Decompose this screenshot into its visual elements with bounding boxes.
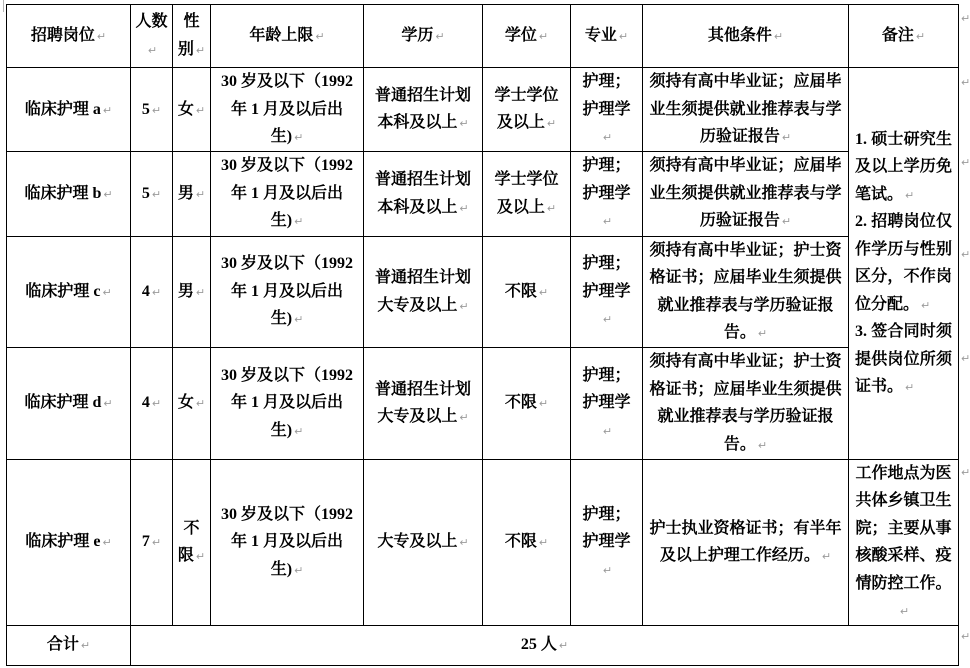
cell-position: 临床护理 c ↵: [7, 236, 131, 347]
paragraph-mark: ↵: [96, 30, 107, 44]
paragraph-mark: ↵: [435, 30, 445, 44]
col-header-other-conditions: 其他条件 ↵: [643, 5, 849, 68]
cell-degree: 学士学位及以上 ↵: [483, 151, 571, 236]
cell-position: 临床护理 e ↵: [7, 459, 131, 625]
paragraph-mark: ↵: [151, 187, 162, 201]
cell-position: 临床护理 b ↵: [7, 151, 131, 236]
cell-count: 4 ↵: [131, 236, 173, 347]
cell-count: 7 ↵: [131, 459, 173, 625]
row-end-mark: ↵: [961, 248, 970, 261]
paragraph-mark: ↵: [102, 285, 112, 299]
cell-major: 护理；护理学↵: [571, 236, 643, 347]
paragraph-mark: ↵: [459, 201, 469, 215]
cell-education: 普通招生计划本科及以上 ↵: [364, 68, 483, 152]
cell-footer-label: 合计 ↵: [7, 625, 131, 665]
paragraph-mark: ↵: [821, 550, 832, 564]
paragraph-mark: ↵: [602, 563, 613, 577]
paragraph-mark: ↵: [147, 44, 158, 57]
paragraph-mark: ↵: [151, 103, 162, 117]
cell-education: 普通招生计划大专及以上 ↵: [364, 236, 483, 347]
col-header-education: 学历 ↵: [364, 5, 483, 68]
paragraph-mark: ↵: [538, 397, 549, 411]
paragraph-mark: ↵: [546, 201, 557, 215]
cell-degree: 不限 ↵: [483, 347, 571, 459]
cell-count: 5 ↵: [131, 68, 173, 152]
cell-age-limit: 30 岁及以下（1992年 1 月及以后出生) ↵: [211, 459, 364, 625]
col-header-age-limit: 年龄上限 ↵: [211, 5, 364, 68]
paragraph-mark: ↵: [103, 187, 113, 201]
row-end-mark: ↵: [961, 156, 970, 169]
col-header-major: 专业 ↵: [571, 5, 643, 68]
table-row: [7, 459, 959, 625]
paragraph-mark: ↵: [294, 313, 304, 327]
paragraph-mark: ↵: [602, 313, 613, 327]
col-header-degree: 学位 ↵: [483, 5, 571, 68]
paragraph-mark: ↵: [151, 397, 162, 411]
paragraph-mark: ↵: [195, 44, 206, 57]
cell-degree: 不限 ↵: [483, 459, 571, 625]
paragraph-mark: ↵: [294, 424, 304, 438]
paragraph-mark: ↵: [102, 536, 112, 550]
row-end-mark: ↵: [961, 630, 970, 643]
cell-gender: 女 ↵: [173, 68, 211, 152]
cell-education: 大专及以上 ↵: [364, 459, 483, 625]
paragraph-mark: ↵: [102, 103, 113, 117]
cell-degree: 学士学位及以上 ↵: [483, 68, 571, 152]
cell-age-limit: 30 岁及以下（1992年 1 月及以后出生) ↵: [211, 347, 364, 459]
cell-age-limit: 30 岁及以下（1992年 1 月及以后出生) ↵: [211, 68, 364, 152]
paragraph-mark: ↵: [921, 298, 931, 312]
cell-education: 普通招生计划本科及以上 ↵: [364, 151, 483, 236]
cell-other-conditions: 须持有高中毕业证；护士资格证书；应届毕业生须提供就业推荐表与学历验证报告。 ↵: [643, 347, 849, 459]
paragraph-mark: ↵: [538, 30, 549, 44]
cell-gender: 男 ↵: [173, 151, 211, 236]
cell-position: 临床护理 d ↵: [7, 347, 131, 459]
paragraph-mark: ↵: [294, 215, 304, 229]
paragraph-mark: ↵: [195, 285, 206, 299]
cell-footer-total: 25 人 ↵: [131, 625, 959, 665]
cell-major: 护理；护理学↵: [571, 151, 643, 236]
table-row: [7, 151, 959, 236]
cell-degree: 不限 ↵: [483, 236, 571, 347]
col-header-gender: 性别 ↵: [173, 5, 211, 68]
row-end-mark: ↵: [961, 76, 970, 89]
col-header-remarks: 备注 ↵: [849, 5, 959, 68]
cell-gender: 女 ↵: [173, 347, 211, 459]
paragraph-mark: ↵: [538, 285, 549, 299]
paragraph-mark: ↵: [899, 605, 910, 619]
paragraph-mark: ↵: [459, 536, 469, 550]
paragraph-mark: ↵: [294, 563, 304, 577]
cell-remarks: 工作地点为医共体乡镇卫生院；主要从事核酸采样、疫情防控工作。↵: [849, 459, 959, 625]
paragraph-mark: ↵: [459, 299, 469, 313]
paragraph-mark: ↵: [538, 536, 549, 550]
paragraph-mark: ↵: [546, 117, 557, 131]
recruitment-table: [6, 4, 959, 666]
row-end-mark: ↵: [961, 12, 970, 25]
remark-item: 2. 招聘岗位仅作学历与性别区分，不作岗位分配。 ↵: [855, 213, 952, 313]
paragraph-mark: ↵: [602, 424, 613, 438]
paragraph-mark: ↵: [773, 30, 784, 44]
paragraph-mark: ↵: [602, 131, 613, 145]
cell-remarks-merged: [849, 68, 959, 460]
footer-row: [7, 625, 959, 665]
paragraph-mark: ↵: [781, 215, 792, 229]
table-row: [7, 347, 959, 459]
paragraph-mark: ↵: [195, 397, 206, 411]
paragraph-mark: ↵: [151, 285, 162, 299]
paragraph-mark: ↵: [80, 639, 91, 653]
col-header-count: 人数↵: [131, 5, 173, 68]
paragraph-mark: ↵: [459, 117, 469, 131]
paragraph-mark: ↵: [781, 131, 792, 145]
paragraph-mark: ↵: [905, 188, 915, 202]
paragraph-mark: ↵: [558, 639, 569, 653]
paragraph-mark: ↵: [294, 131, 304, 145]
cell-other-conditions: 须持有高中毕业证；应届毕业生须提供就业推荐表与学历验证报告 ↵: [643, 151, 849, 236]
cell-major: 护理；护理学↵: [571, 347, 643, 459]
header-row: [7, 5, 959, 68]
row-end-mark: ↵: [961, 352, 970, 365]
cell-gender: 不限 ↵: [173, 459, 211, 625]
remark-item: 1. 硕士研究生及以上学历免笔试。 ↵: [855, 130, 952, 203]
cell-education: 普通招生计划大专及以上 ↵: [364, 347, 483, 459]
col-header-position: 招聘岗位 ↵: [7, 5, 131, 68]
paragraph-mark: ↵: [602, 215, 613, 229]
paragraph-mark: ↵: [195, 103, 206, 117]
cell-age-limit: 30 岁及以下（1992年 1 月及以后出生) ↵: [211, 236, 364, 347]
cell-gender: 男 ↵: [173, 236, 211, 347]
page-margin-mark: [3, 0, 4, 12]
paragraph-mark: ↵: [459, 411, 469, 425]
cell-position: 临床护理 a ↵: [7, 68, 131, 152]
paragraph-mark: ↵: [151, 536, 162, 550]
cell-count: 5 ↵: [131, 151, 173, 236]
row-end-mark: ↵: [961, 466, 970, 479]
cell-count: 4 ↵: [131, 347, 173, 459]
paragraph-mark: ↵: [195, 550, 206, 564]
cell-other-conditions: 须持有高中毕业证；护士资格证书；应届毕业生须提供就业推荐表与学历验证报告。 ↵: [643, 236, 849, 347]
paragraph-mark: ↵: [757, 438, 768, 452]
paragraph-mark: ↵: [618, 30, 629, 44]
paragraph-mark: ↵: [915, 30, 926, 44]
cell-other-conditions: 护士执业资格证书；有半年及以上护理工作经历。 ↵: [643, 459, 849, 625]
paragraph-mark: ↵: [905, 381, 915, 395]
table-row: [7, 236, 959, 347]
cell-major: 护理；护理学↵: [571, 459, 643, 625]
cell-age-limit: 30 岁及以下（1992年 1 月及以后出生) ↵: [211, 151, 364, 236]
paragraph-mark: ↵: [195, 187, 206, 201]
remark-item: 3. 签合同时须提供岗位所须证书。 ↵: [855, 323, 952, 396]
paragraph-mark: ↵: [757, 327, 768, 341]
paragraph-mark: ↵: [315, 30, 325, 44]
paragraph-mark: ↵: [103, 397, 113, 411]
cell-other-conditions: 须持有高中毕业证；应届毕业生须提供就业推荐表与学历验证报告 ↵: [643, 68, 849, 152]
table-row: [7, 68, 959, 152]
cell-major: 护理；护理学↵: [571, 68, 643, 152]
